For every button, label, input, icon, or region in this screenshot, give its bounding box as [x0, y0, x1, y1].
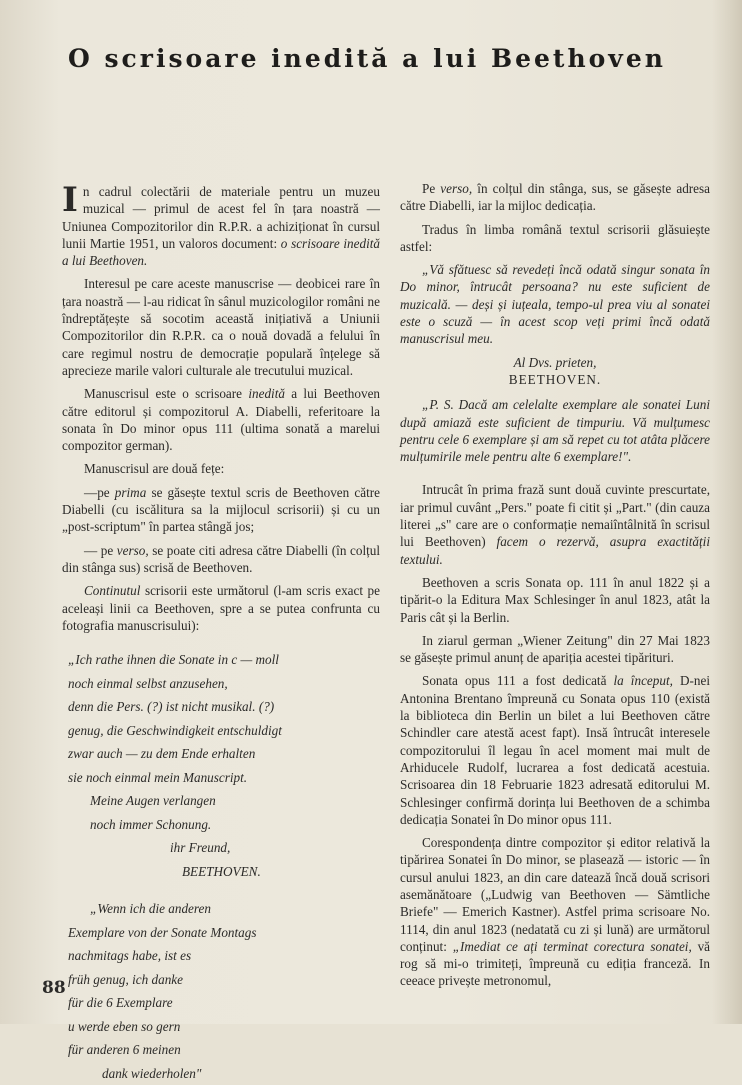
paragraph-verso-address: Pe verso, în colțul din stânga, sus, se găsește adresa către Diabelli, iar la mijloc dedicația. — [400, 181, 711, 214]
letter-line: ihr Freund, — [170, 840, 231, 856]
letter-line: genug, die Geschwindigkeit entschuldigt — [68, 722, 282, 738]
letter-line: u werde eben so gern — [68, 1018, 181, 1034]
letter-line: zwar auch — zu dem Ende erhalten — [68, 746, 256, 762]
letter-line: noch einmal selbst anzusehen, — [68, 675, 228, 691]
paragraph-verso: — pe verso, se poate citi adresa către Diabelli (în colțul din stânga sus) scrisă de Beethoven. — [62, 542, 381, 575]
paragraph-content-intro: Continutul scrisorii este următorul (l-am scris exact pe aceleași linii ca Beethoven, spre a se putea confrunta cu fotografia manuscrisului): — [62, 583, 380, 633]
letter-line: Exemplare von der Sonate Montags — [68, 924, 257, 940]
paragraph-abbreviation-note: Intrucât în prima frază sunt două cuvinte prescurtate, iar primul cuvânt „Pers." poate fi citit și „Part." (din cauza literei „s" care are o conformație nemaiîntâlnită în scrisul lui Beethoven) facem o rezervă, asupra exactității textului. — [400, 482, 711, 567]
paragraph-dedication: Sonata opus 111 a fost dedicată la început, D-nei Antonina Brentano împreună cu Sonata opus 110 (există la biblioteca din Berlin un bilet a lui Beethoven către Schindler care atestă acest fapt). Insă întrucât interesele compozitorului îl legau în acel moment mai mult de Arhiducele Rudolf, lucrarea a fost dedicată acestuia. Scrisoarea din 18 Februarie 1823 adresată editorului M. Schlesinger confirmă dorința lui Beethoven de a schimba dedicația Sonatei în Do minor opus 111. — [400, 673, 711, 827]
paragraph-wiener-zeitung: In ziarul german „Wiener Zeitung" din 27 Mai 1823 se găsește primul anunț de apariția acestei tipărituri. — [400, 632, 710, 666]
paragraph-publication: Beethoven a scris Sonata op. 111 în anul 1822 și a tipărit-o la Editura Max Schlesinger în anul 1823, atât la Paris cât și la Berlin. — [400, 574, 710, 625]
paragraph-intro: In cadrul colectării de materiale pentru un muzeu muzical — primul de acest fel în țara noastră — Uniunea Compozitorilor din R.P.R. a achiziționat în cursul lunii Martie 1951, un valoros document: o scrisoare inedită a lui Beethoven. — [62, 180, 380, 269]
translated-letter: „Vă sfătuesc să revedeți încă odată singur sonata în Do minor, întrucât persoana? nu este suficient de muzicală. — deși și iuțeala, tempo-ul prea viu al sonatei este o scuză — în acest scop veți primi încă odată manuscrisul meu. — [400, 262, 710, 347]
letter-line: denn die Pers. (?) ist nicht musikal. (?) — [68, 699, 275, 715]
paragraph-two-sides: Manuscrisul are două fețe: — [84, 461, 225, 477]
paragraph-front-side: —pe prima se găsește textul scris de Beethoven către Diabelli (cu iscălitura sa la mijlocul scrisorii) și cu un „post-scriptum" în partea stângă jos; — [62, 484, 380, 535]
letter-line: sie noch einmal mein Manuscript. — [68, 769, 248, 785]
letter-signature: BEETHOVEN. — [182, 863, 261, 879]
paragraph-manuscript: Manuscrisul este o scrisoare inedită a lui Beethoven către editorul și compozitorul A. Diabelli, referitoare la sonata în Do minor opus 111 (ultima sonată a marelui compozitor german). — [62, 386, 381, 454]
right-column — [400, 180, 710, 996]
letter-line: „Wenn ich die anderen — [90, 901, 211, 917]
letter-line: noch immer Schonung. — [90, 816, 212, 832]
letter-postscript-original — [62, 897, 380, 1085]
article-title: O scrisoare inedită a lui Beethoven — [68, 44, 666, 73]
paragraph-correspondence: Corespondența dintre compozitor și editor relativă la tipărirea Sonatei în Do minor, se plasează — istoric — în cursul anului 1823, an din care datează încă două scrisori asemănătoare („Ludwig van Beethoven — Sämtliche Briefe" — Emerich Kastner). Astfel prima scrisoare No. 1114, din anul 1823 (nedatată cu zi și lună) are următorul conținut: „Imediat ce ați terminat corectura sonatei, vă rog să mi-o trimiteți, împreună cu ediția franceză. In ceeace privește metronomul, — [400, 835, 711, 989]
letter-line: für die 6 Exemplare — [68, 995, 173, 1011]
page-number: 88 — [42, 978, 66, 998]
drop-cap: I — [62, 180, 78, 220]
paragraph-translation-intro: Tradus în limba română textul scrisorii glăsuiește astfel: — [400, 221, 710, 254]
page-edge-shadow — [712, 0, 742, 1024]
letter-line: dank wiederholen" — [102, 1065, 202, 1081]
letter-line: Meine Augen verlangen — [90, 793, 216, 809]
letter-original-text — [62, 648, 380, 883]
left-column — [62, 180, 381, 1085]
letter-line: nachmitags habe, ist es — [68, 948, 192, 964]
translated-signature: Al Dvs. prieten, BEETHOVEN. — [508, 354, 602, 387]
translated-postscript: „P. S. Dacă am celelalte exemplare ale sonatei Luni după amiază este suficient de timpuriu. Vă mulțumesc pentru cele 6 exemplare și am să repet cu tot atâta plăcere mulțumirile mele pentru alte 6 exemplare!". — [400, 397, 710, 465]
paragraph-interest: Interesul pe care aceste manuscrise — deobicei rare în țara noastră — l-au ridicat în sânul muzicologilor români ne îndreptățește să socotim această inițiativă a Uniunii Compozitorilor din R.P.R. ca o nouă dovadă a felului în care regimul nostru de democrație populară înțelege să aprecieze marile valori culturale ale trecutului muzical. — [62, 276, 380, 378]
letter-line: früh genug, ich danke — [68, 971, 183, 987]
letter-line: „Ich rathe ihnen die Sonate in c — moll — [68, 652, 279, 668]
letter-line: für anderen 6 meinen — [68, 1042, 181, 1058]
